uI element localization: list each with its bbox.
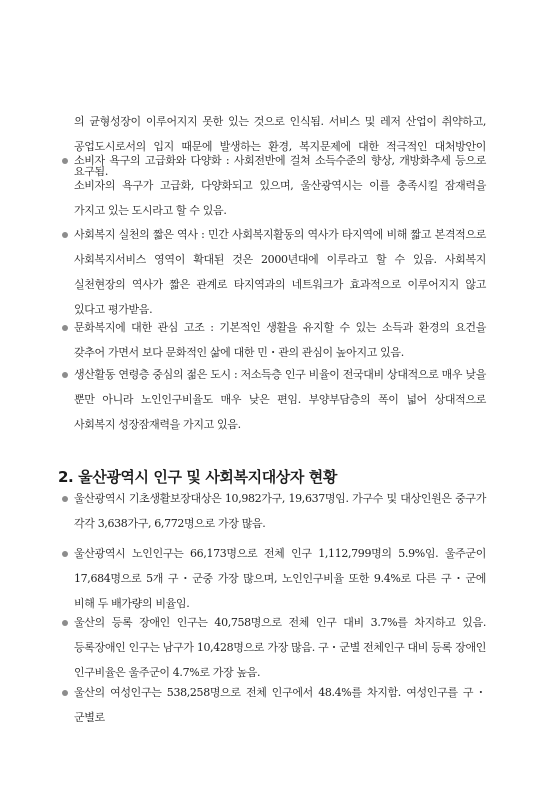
bullet-dot-icon bbox=[62, 690, 68, 696]
bullet-female-population bbox=[74, 680, 486, 730]
bullet-text: 생산활동 연령층 중심의 젊은 도시 : 저소득층 인구 비율이 전국대비 상대적으로 매우 낮을 뿐만 아니라 노인인구비율도 매우 낮은 편임. 부양부담층의 폭이 넓어 상대적으로 사회복지 성장잠재력을 가지고 있음. bbox=[74, 368, 486, 431]
bullet-dot-icon bbox=[62, 325, 68, 331]
bullet-text: 소비자 욕구의 고급화와 다양화 : 사회전반에 걸쳐 소득수준의 향상, 개방화추세 등으로 소비자의 욕구가 고급화, 다양화되고 있으며, 울산광역시는 이를 충족시킬 잠재력을 가지고 있는 도시라고 할 수 있음. bbox=[74, 154, 486, 217]
intro-paragraph: 의 균형성장이 이루어지지 못한 있는 것으로 인식됨. 서비스 및 레저 산업이 취약하고, 공업도시로서의 입지 때문에 발생하는 환경, 복지문제에 대한 적극적인 대처방안이 요구됨. bbox=[74, 115, 486, 178]
bullet-elderly-population bbox=[74, 541, 486, 616]
bullet-text: 울산의 등록 장애인 인구는 40,758명으로 전체 인구 대비 3.7%를 차지하고 있음. 등록장애인 인구는 남구가 10,428명으로 가장 많음. 구・군별 전체인구 대비 등록 장애인 인구비율은 울주군이 4.7%로 가장 높음. bbox=[74, 616, 486, 679]
bullet-dot-icon bbox=[62, 372, 68, 378]
bullet-cultural-welfare bbox=[74, 315, 486, 365]
bullet-dot-icon bbox=[62, 232, 68, 238]
bullet-text: 사회복지 실천의 짧은 역사 : 민간 사회복지활동의 역사가 타지역에 비해 짧고 본격적으로 사회복지서비스 영역이 확대된 것은 2000년대에 이루라고 할 수 있음. 사회복지 실천현장의 역사가 짧은 관계로 타지역과의 네트워크가 효과적으로 이루어지지 않고 있다고 평가받음. bbox=[74, 228, 486, 316]
bullet-consumer-demand bbox=[74, 148, 486, 223]
bullet-basic-livelihood bbox=[74, 486, 486, 536]
bullet-disabled-population bbox=[74, 610, 486, 685]
bullet-text: 문화복지에 대한 관심 고조 : 기본적인 생활을 유지할 수 있는 소득과 환경의 요건을 갖추어 가면서 보다 문화적인 삶에 대한 민・관의 관심이 높아지고 있음. bbox=[74, 321, 486, 359]
bullet-short-history bbox=[74, 222, 486, 322]
bullet-text: 울산의 여성인구는 538,258명으로 전체 인구에서 48.4%를 차지함. 여성인구를 구・군별로 bbox=[74, 686, 486, 724]
bullet-dot-icon bbox=[62, 158, 68, 164]
bullet-dot-icon bbox=[62, 496, 68, 502]
bullet-text: 울산광역시 기초생활보장대상은 10,982가구, 19,637명임. 가구수 및 대상인원은 중구가 각각 3,638가구, 6,772명으로 가장 많음. bbox=[74, 492, 486, 530]
section-heading: 2. 울산광역시 인구 및 사회복지대상자 현황 bbox=[58, 468, 337, 487]
bullet-dot-icon bbox=[62, 551, 68, 557]
bullet-text: 울산광역시 노인인구는 66,173명으로 전체 인구 1,112,799명의 5.9%임. 울주군이 17,684명으로 5개 구・군중 가장 많으며, 노인인구비율 또한 9.4%로 다른 구・군에 비해 두 배가량의 비율임. bbox=[74, 547, 486, 610]
bullet-dot-icon bbox=[62, 620, 68, 626]
bullet-young-city bbox=[74, 362, 486, 437]
